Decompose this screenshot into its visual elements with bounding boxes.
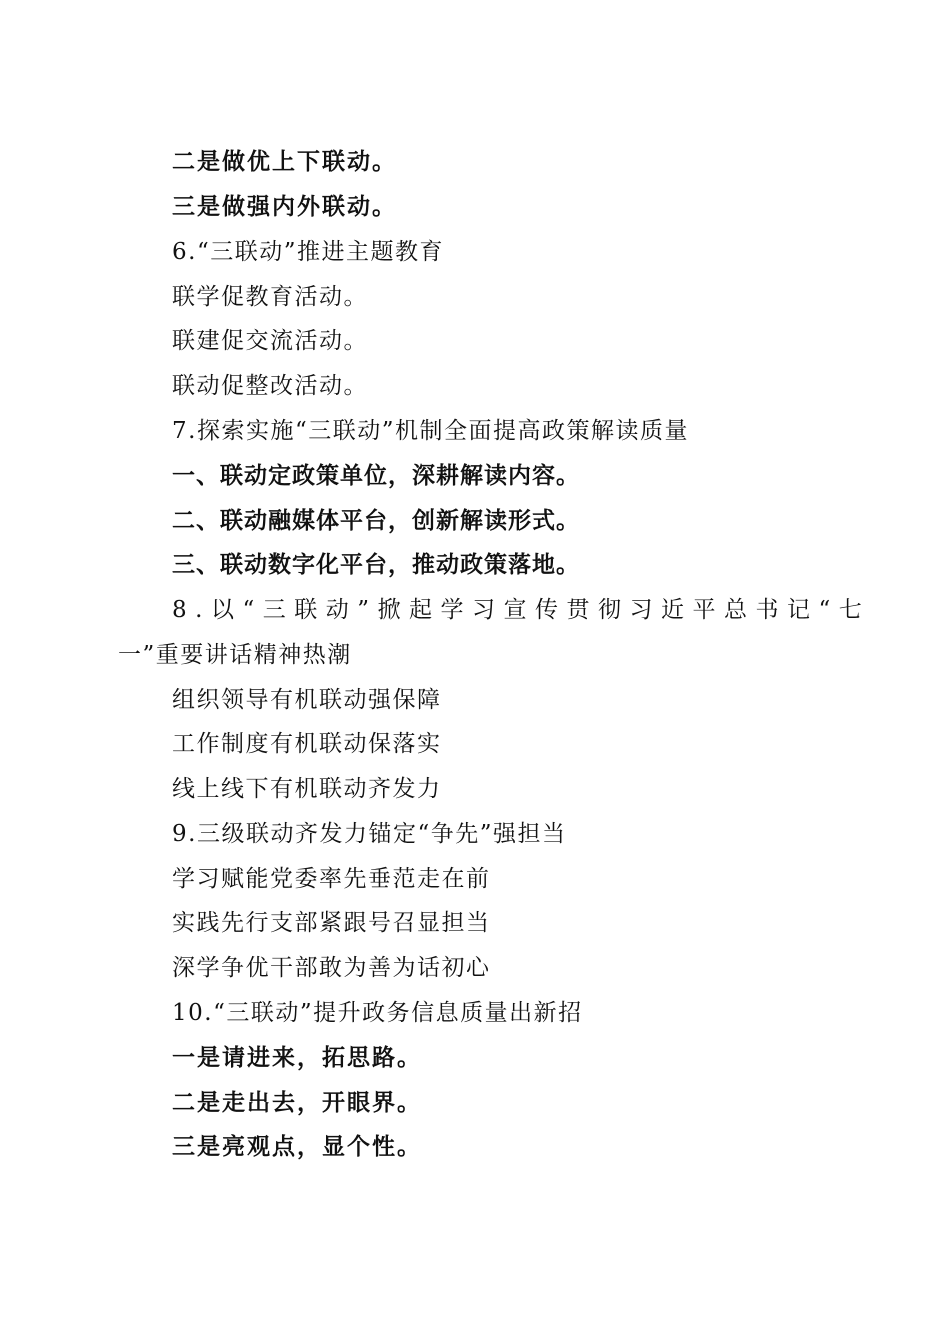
text-line: 学习赋能党委率先垂范走在前 xyxy=(172,866,491,892)
text-line: 实践先行支部紧跟号召显担当 xyxy=(172,910,491,936)
text-line: 一是请进来，拓思路。 xyxy=(172,1045,422,1071)
text-line: 三、联动数字化平台，推动政策落地。 xyxy=(172,552,580,578)
section-heading: 7.探索实施“三联动”机制全面提高政策解读质量 xyxy=(172,418,689,444)
section-heading-continued: 一”重要讲话精神热潮 xyxy=(118,642,352,668)
text-line: 三是亮观点，显个性。 xyxy=(172,1134,422,1160)
section-heading: 10.“三联动”提升政务信息质量出新招 xyxy=(172,1000,583,1026)
text-line: 组织领导有机联动强保障 xyxy=(172,687,442,713)
text-line: 三是做强内外联动。 xyxy=(172,194,397,220)
section-heading: 9.三级联动齐发力锚定“争先”强担当 xyxy=(172,821,567,847)
text-line: 二、联动融媒体平台，创新解读形式。 xyxy=(172,508,580,534)
section-heading: 6.“三联动”推进主题教育 xyxy=(172,239,444,265)
text-line: 一、联动定政策单位，深耕解读内容。 xyxy=(172,463,580,489)
text-line: 二是走出去，开眼界。 xyxy=(172,1090,422,1116)
text-line: 工作制度有机联动保落实 xyxy=(172,731,442,757)
text-line: 深学争优干部敢为善为话初心 xyxy=(172,955,491,981)
text-line: 线上线下有机联动齐发力 xyxy=(172,776,442,802)
text-line: 联建促交流活动。 xyxy=(172,328,368,354)
section-heading: 8.以“三联动”掀起学习宣传贯彻习近平总书记“七 xyxy=(172,597,871,623)
text-line: 二是做优上下联动。 xyxy=(172,149,397,175)
text-line: 联学促教育活动。 xyxy=(172,284,368,310)
text-line: 联动促整改活动。 xyxy=(172,373,368,399)
